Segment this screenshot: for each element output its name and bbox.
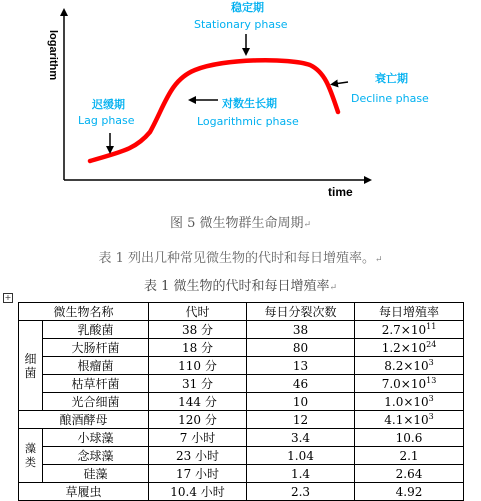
cell-time: 110 分: [149, 357, 247, 375]
cell-rate: 2.1: [355, 447, 464, 465]
cell-name: 枯草杆菌: [43, 375, 149, 393]
table-header-row: [19, 303, 464, 321]
cell-divisions: 80: [247, 339, 355, 357]
decline-phase-label-en: Decline phase: [351, 92, 429, 105]
cell-rate: $2.7\times 10^{11}$: [355, 321, 464, 339]
cell-time: 7 小时: [149, 429, 247, 447]
intro-paragraph: [0, 247, 481, 266]
table-row: [19, 393, 464, 411]
cell-name: 大肠杆菌: [43, 339, 149, 357]
group-yeast: 酿酒酵母: [19, 411, 149, 429]
cell-time: 38 分: [149, 321, 247, 339]
cell-divisions: 2.3: [247, 483, 355, 501]
cell-time: 23 小时: [149, 447, 247, 465]
lag-phase-label-en: Lag phase: [78, 114, 135, 127]
figure-caption: [0, 212, 481, 231]
cell-divisions: 46: [247, 375, 355, 393]
table-caption-text: 表 1 微生物的代时和每日增殖率: [143, 279, 330, 294]
cell-rate: 10.6: [355, 429, 464, 447]
cell-time: 10.4 小时: [149, 483, 247, 501]
growth-curve: [90, 60, 338, 161]
cell-name: 根瘤菌: [43, 357, 149, 375]
cell-name: 乳酸菌: [43, 321, 149, 339]
table-row: [19, 411, 464, 429]
cell-name: 小球藻: [43, 429, 149, 447]
stationary-phase-label-cn: 稳定期: [231, 1, 264, 14]
cell-divisions: 10: [247, 393, 355, 411]
cell-time: 144 分: [149, 393, 247, 411]
paragraph-mark-icon: ↵: [375, 255, 383, 265]
header-rate: 每日增殖率: [355, 303, 464, 321]
cell-time: 17 小时: [149, 465, 247, 483]
paragraph-mark-icon: ↵: [303, 220, 312, 230]
growth-curve-figure: [0, 0, 481, 205]
cell-rate: $4.1\times 10^3$: [355, 411, 464, 429]
cell-rate: 4.92: [355, 483, 464, 501]
generation-time-table: [18, 302, 464, 501]
cell-divisions: 1.4: [247, 465, 355, 483]
table-row: [19, 357, 464, 375]
cell-rate: 2.64: [355, 465, 464, 483]
table-row: [19, 339, 464, 357]
table-caption: [0, 275, 481, 294]
decline-arrow: [334, 82, 348, 84]
header-divisions: 每日分裂次数: [247, 303, 355, 321]
cell-time: 18 分: [149, 339, 247, 357]
cell-name: 硅藻: [43, 465, 149, 483]
log-phase-label-cn: 对数生长期: [222, 97, 277, 110]
cell-rate: $1.2\times 10^{24}$: [355, 339, 464, 357]
lag-phase-label-cn: 迟缓期: [92, 98, 125, 111]
cell-time: 31 分: [149, 375, 247, 393]
y-axis-label: logarithm: [47, 30, 59, 81]
x-axis-label: time: [328, 185, 353, 199]
cell-divisions: 38: [247, 321, 355, 339]
cell-time: 120 分: [149, 411, 247, 429]
stationary-phase-label-en: Stationary phase: [194, 18, 288, 31]
table-row: [19, 465, 464, 483]
cell-divisions: 1.04: [247, 447, 355, 465]
cell-divisions: 3.4: [247, 429, 355, 447]
cell-divisions: 12: [247, 411, 355, 429]
group-bacteria: 细菌: [19, 321, 43, 411]
intro-text: 表 1 列出几种常见微生物的代时和每日增殖率。: [98, 251, 375, 266]
header-name: 微生物名称: [19, 303, 149, 321]
header-generation-time: 代时: [149, 303, 247, 321]
table-row: [19, 483, 464, 501]
table-row: [19, 321, 464, 339]
table-row: [19, 429, 464, 447]
paragraph-mark-icon: ↵: [329, 283, 338, 293]
cell-rate: $1.0\times 10^3$: [355, 393, 464, 411]
cell-rate: $7.0\times 10^{13}$: [355, 375, 464, 393]
log-phase-label-en: Logarithmic phase: [197, 115, 299, 128]
table-row: [19, 447, 464, 465]
table-row: [19, 375, 464, 393]
group-paramecium: 草履虫: [19, 483, 149, 501]
cell-divisions: 13: [247, 357, 355, 375]
group-algae: 藻类: [19, 429, 43, 483]
cell-name: 念球藻: [43, 447, 149, 465]
figure-caption-text: 图 5 微生物群生命周期: [169, 216, 304, 231]
cell-name: 光合细菌: [43, 393, 149, 411]
decline-phase-label-cn: 衰亡期: [375, 72, 408, 85]
cell-rate: $8.2\times 10^3$: [355, 357, 464, 375]
table-move-handle-icon[interactable]: +: [4, 293, 12, 302]
